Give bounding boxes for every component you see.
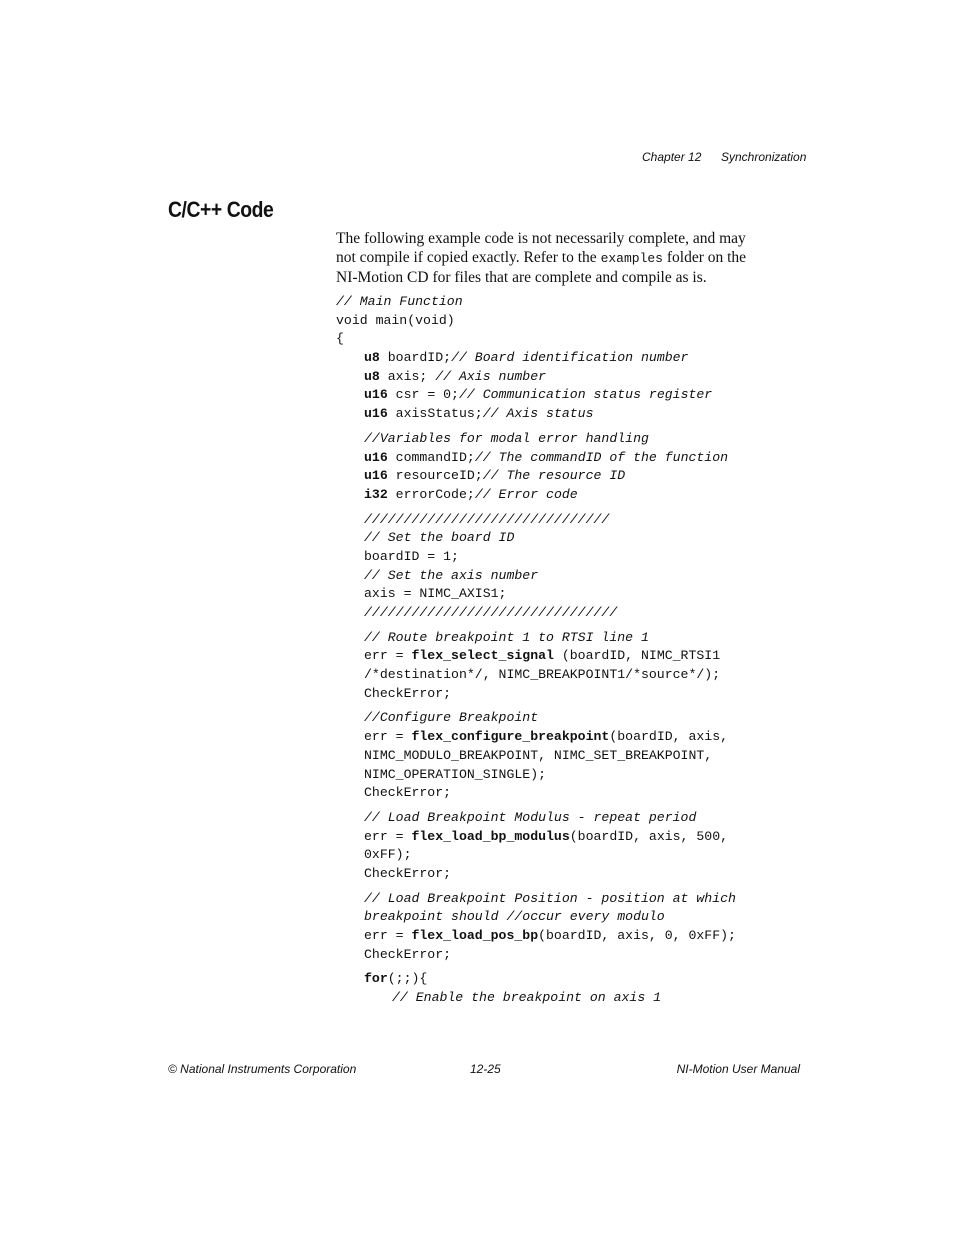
code-text: (;;){	[387, 971, 428, 987]
code-line: {	[336, 331, 344, 347]
code-text: err =	[364, 648, 412, 664]
code-line: // Route breakpoint 1 to RTSI line 1	[364, 629, 649, 645]
code-text: commandID;	[387, 449, 475, 465]
code-line: /*destination*/, NIMC_BREAKPOINT1/*source*/);	[364, 667, 721, 683]
code-comment: // Communication status register	[458, 387, 713, 403]
page-title: C/C++ Code	[168, 197, 274, 222]
code-line: CheckError;	[364, 685, 452, 701]
code-type: u16	[364, 449, 388, 465]
code-line	[336, 449, 736, 468]
code-line	[336, 927, 736, 946]
code-line: NIMC_OPERATION_SINGLE);	[364, 766, 547, 782]
code-text: csr = 0;	[387, 387, 459, 403]
code-line: // Set the board ID	[364, 530, 515, 546]
code-comment: // The commandID of the function	[474, 449, 729, 465]
code-text: boardID;	[379, 350, 452, 366]
code-line	[336, 368, 736, 387]
code-line: //Variables for modal error handling	[364, 430, 649, 446]
footer-copyright: © National Instruments Corporation	[168, 1062, 357, 1076]
code-type: u8	[364, 350, 380, 366]
code-text: err =	[364, 729, 412, 745]
code-type: u16	[364, 468, 388, 484]
code-line: // Set the axis number	[364, 567, 539, 583]
footer-page-number: 12-25	[470, 1062, 501, 1076]
code-keyword: for	[364, 971, 388, 987]
code-line	[336, 386, 736, 405]
code-text: axisStatus;	[387, 406, 483, 422]
code-line	[336, 405, 736, 424]
code-comment: // Error code	[474, 486, 578, 502]
code-line: axis = NIMC_AXIS1;	[364, 586, 507, 602]
code-line: // Load Breakpoint Position - position at which	[364, 890, 736, 906]
code-text: (boardID, axis, 500,	[569, 828, 729, 844]
code-line: CheckError;	[364, 946, 452, 962]
code-line: CheckError;	[364, 865, 452, 881]
header-chapter: Chapter 12	[642, 150, 702, 164]
footer-manual-title: NI-Motion User Manual	[676, 1062, 800, 1076]
code-text: errorCode;	[387, 486, 475, 502]
intro-paragraph	[336, 229, 766, 287]
code-line	[336, 828, 736, 847]
code-line: boardID = 1;	[364, 548, 459, 564]
code-text: err =	[364, 828, 412, 844]
code-line: //Configure Breakpoint	[364, 710, 539, 726]
code-function: flex_load_bp_modulus	[411, 828, 570, 844]
intro-text-end: folder on the NI-Motion CD for files that are complete and compile as is.	[336, 249, 747, 286]
code-function: flex_configure_breakpoint	[411, 729, 610, 745]
code-comment: // Board identification number	[451, 350, 689, 366]
code-line: // Main Function	[336, 294, 463, 309]
code-line	[336, 486, 736, 505]
code-function: flex_load_pos_bp	[411, 928, 539, 943]
code-text: err =	[364, 928, 412, 943]
code-text: (boardID, axis, 0, 0xFF);	[538, 928, 736, 943]
code-text: (boardID, axis,	[609, 729, 729, 745]
code-comment: // Axis status	[482, 406, 594, 422]
header-section: Synchronization	[721, 150, 807, 164]
code-line: // Enable the breakpoint on axis 1	[392, 990, 662, 1006]
code-text: axis;	[379, 368, 436, 384]
intro-text-start: The following example code is not necessarily complete, and may not compile if copied exactly. Refer to the	[336, 230, 746, 266]
code-type: i32	[364, 486, 388, 502]
code-line: // Load Breakpoint Modulus - repeat period	[364, 809, 697, 825]
code-text: resourceID;	[387, 468, 483, 484]
code-type: u16	[364, 406, 388, 422]
code-line: CheckError;	[364, 785, 452, 801]
code-line: void main(void)	[336, 312, 455, 328]
code-line: breakpoint should //occur every modulo	[364, 909, 665, 925]
code-line	[336, 970, 736, 989]
code-function: flex_select_signal	[411, 648, 554, 664]
code-type: u16	[364, 387, 388, 403]
code-line	[336, 647, 736, 666]
code-line: NIMC_MODULO_BREAKPOINT, NIMC_SET_BREAKPOINT,	[364, 747, 713, 763]
code-line	[336, 467, 736, 486]
code-comment: // The resource ID	[482, 468, 626, 484]
code-line	[336, 349, 736, 368]
code-line: ////////////////////////////////	[364, 605, 618, 620]
code-comment: // Axis number	[435, 368, 547, 384]
intro-inline-code: examples	[600, 251, 663, 266]
code-line: ///////////////////////////////	[364, 511, 610, 527]
code-line	[336, 728, 736, 747]
code-type: u8	[364, 368, 380, 384]
code-text: (boardID, NIMC_RTSI1	[553, 648, 721, 664]
code-line: 0xFF);	[364, 847, 412, 863]
code-listing	[336, 293, 736, 1008]
